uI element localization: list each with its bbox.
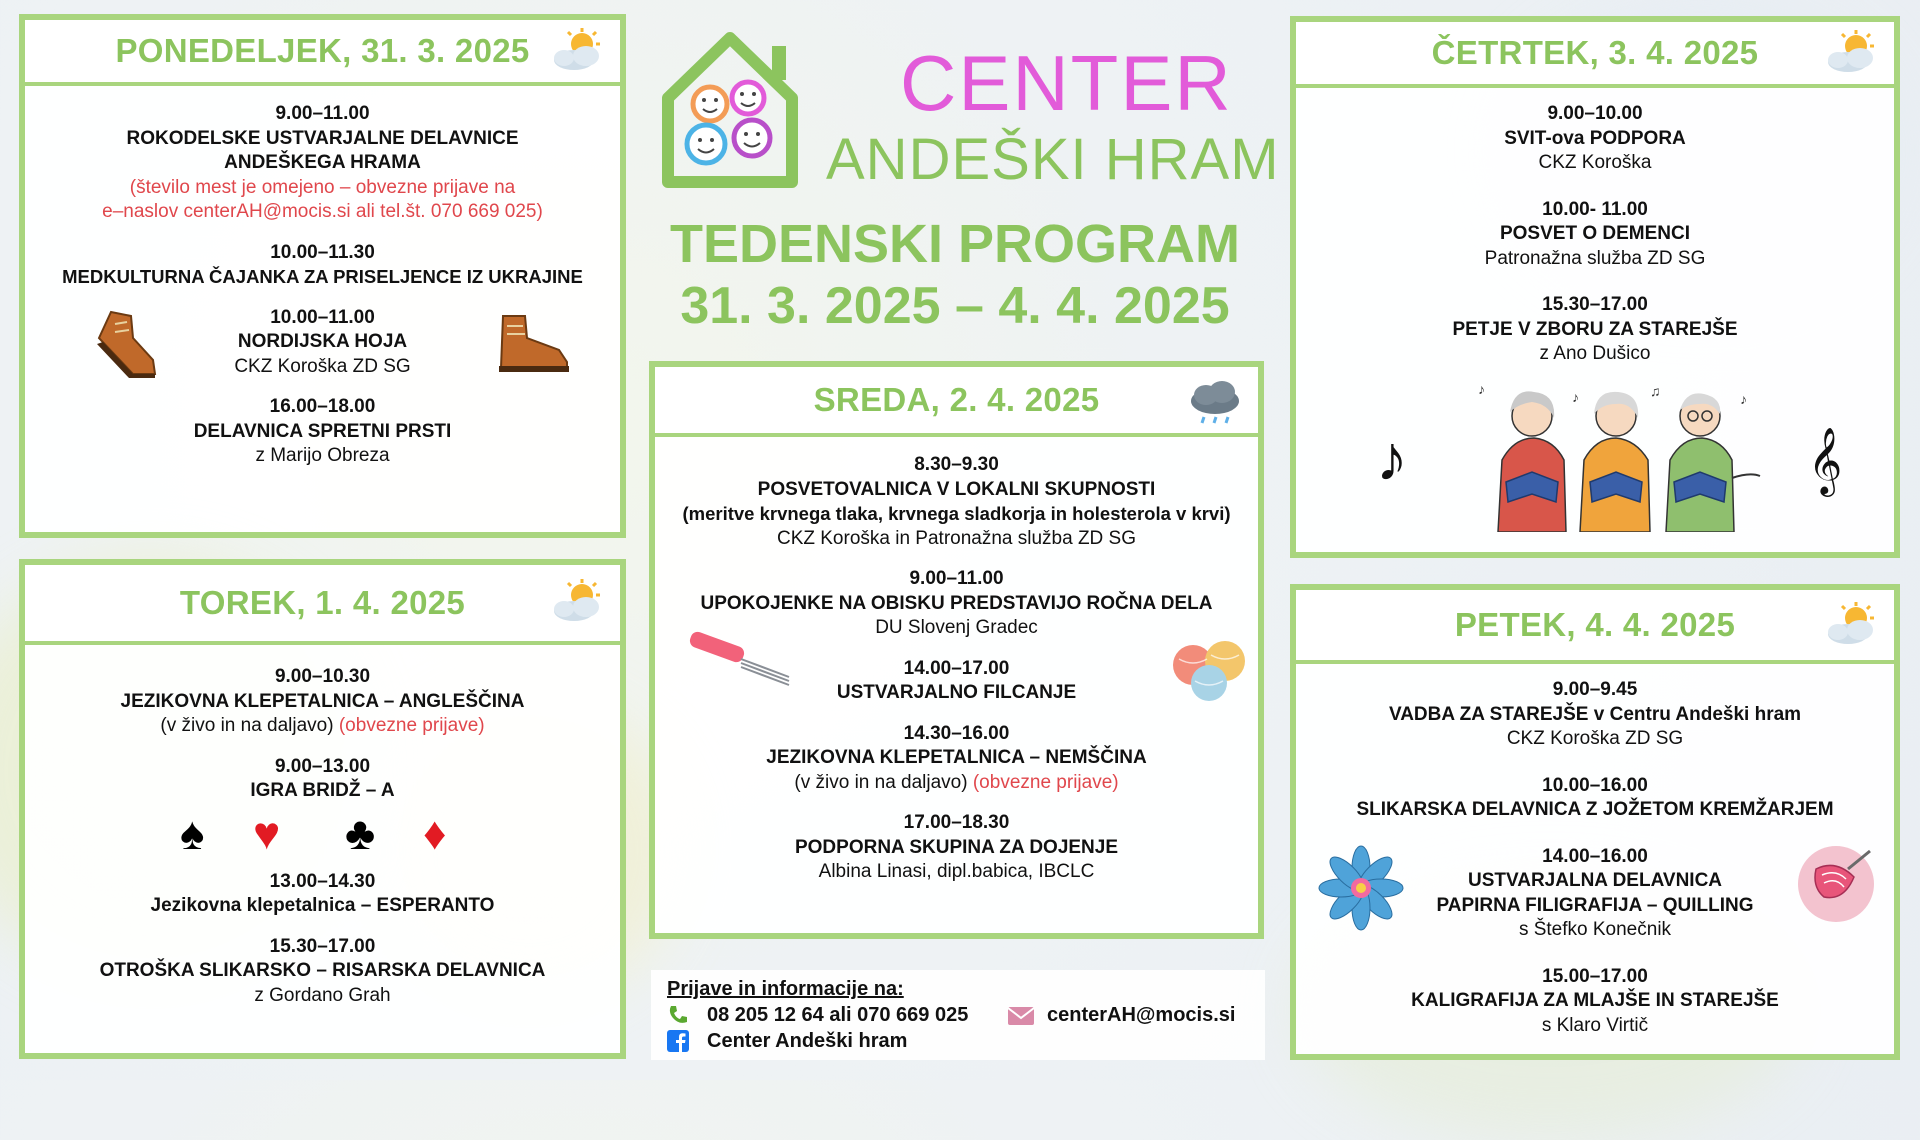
quilling-paper-icon — [1796, 839, 1876, 929]
program-title: TEDENSKI PROGRAM — [669, 214, 1241, 274]
card-suits-row — [25, 804, 620, 866]
wednesday-card — [649, 361, 1264, 939]
sun-cloud-icon — [1822, 602, 1880, 648]
event-time: 9.00–11.00 — [275, 103, 370, 124]
event-time: 13.00–14.30 — [269, 870, 376, 892]
thursday-event-3 — [1296, 293, 1894, 367]
event-subtitle: z Gordano Grah — [254, 984, 391, 1006]
thursday-card — [1290, 16, 1900, 558]
event-title: JEZIKOVNA KLEPETALNICA – NEMŠČINA — [766, 747, 1147, 768]
event-subtitle: (v živo in na daljavo) — [794, 771, 973, 793]
event-note: e–naslov centerAH@mocis.si ali tel.št. 070 669 025) — [102, 201, 543, 222]
friday-day-title: PETEK, 4. 4. 2025 — [1454, 606, 1736, 643]
spade-icon: ♠ — [180, 806, 205, 859]
svg-text:♪: ♪ — [1478, 382, 1485, 397]
brand-title: CENTER — [900, 39, 1233, 127]
event-title: ROKODELSKE USTVARJALNE DELAVNICE — [126, 127, 519, 149]
event-title: PETJE V ZBORU ZA STAREJŠE — [1452, 318, 1738, 340]
facebook-icon — [667, 1030, 689, 1052]
thursday-event-1 — [1296, 102, 1894, 176]
event-time: 9.00–11.00 — [909, 568, 1004, 589]
monday-day-title: PONEDELJEK, 31. 3. 2025 — [115, 32, 530, 69]
brand-subtitle: ANDEŠKI HRAM — [826, 127, 1280, 192]
event-time: 8.30–9.30 — [914, 454, 999, 475]
phone-icon — [667, 1004, 689, 1026]
thursday-event-2 — [1296, 198, 1894, 272]
event-title: USTVARJALNO FILCANJE — [836, 682, 1077, 703]
diamond-icon: ♦ — [423, 806, 447, 859]
hiking-boot-icon — [93, 308, 163, 380]
event-title: SLIKARSKA DELAVNICA Z JOŽETOM KREMŽARJEM — [1356, 799, 1834, 820]
wednesday-header — [655, 367, 1258, 437]
event-title: Jezikovna klepetalnica – ESPERANTO — [150, 895, 495, 916]
thursday-events — [1296, 102, 1894, 367]
tuesday-event-3 — [25, 870, 620, 919]
event-time: 15.30–17.00 — [269, 935, 376, 957]
event-subtitle: Patronažna služba ZD SG — [1484, 247, 1706, 269]
registration-note: (obvezne prijave) — [338, 715, 485, 736]
event-time: 9.00–9.45 — [1552, 679, 1638, 700]
event-subtitle: CKZ Koroška — [1538, 152, 1652, 173]
event-time: 10.00–11.30 — [270, 241, 375, 263]
tuesday-card — [19, 559, 626, 1059]
monday-event-4 — [25, 395, 620, 469]
friday-event-4 — [1296, 965, 1894, 1039]
email-icon — [1007, 1006, 1035, 1026]
event-time: 10.00–16.00 — [1542, 774, 1648, 796]
event-title: USTVARJALNA DELAVNICA — [1467, 870, 1723, 891]
tuesday-event-1 — [25, 665, 620, 739]
club-icon: ♣ — [345, 806, 376, 859]
svg-text:♫: ♫ — [1650, 383, 1661, 399]
wednesday-event-1 — [655, 453, 1258, 551]
sun-cloud-icon — [548, 579, 606, 625]
wednesday-event-3 — [655, 657, 1258, 706]
svg-text:♪: ♪ — [1740, 391, 1747, 407]
registration-note: (obvezne prijave) — [972, 771, 1119, 793]
event-time: 9.00–10.00 — [1547, 103, 1643, 124]
wednesday-event-5 — [655, 811, 1258, 885]
wednesday-events — [655, 453, 1258, 885]
event-subtitle: CKZ Koroška ZD SG — [1506, 728, 1684, 749]
event-subtitle: CKZ Koroška ZD SG — [234, 355, 411, 377]
event-subtitle: (v živo in na daljavo) — [160, 715, 339, 736]
tuesday-day-title: TOREK, 1. 4. 2025 — [179, 584, 466, 621]
sun-cloud-icon — [1822, 30, 1880, 76]
event-title: (meritve krvnega tlaka, krvnega sladkorja in holesterola v krvi) — [682, 503, 1231, 524]
event-time: 14.00–16.00 — [1542, 845, 1648, 867]
event-subtitle: z Marijo Obreza — [255, 445, 390, 466]
sun-cloud-icon — [548, 28, 606, 74]
monday-event-2 — [25, 241, 620, 290]
event-title: SVIT-ova PODPORA — [1504, 127, 1686, 149]
event-title: MEDKULTURNA ČAJANKA ZA PRISELJENCE IZ UKRAJINE — [62, 266, 583, 287]
contact-email[interactable]: centerAH@mocis.si — [1047, 1004, 1236, 1026]
event-time: 15.00–17.00 — [1542, 965, 1648, 987]
friday-event-2 — [1296, 774, 1894, 823]
friday-event-1 — [1296, 678, 1894, 752]
event-time: 14.30–16.00 — [903, 722, 1010, 744]
rain-cloud-icon — [1186, 379, 1244, 425]
hiking-boot-icon — [493, 312, 573, 376]
event-subtitle: CKZ Koroška in Patronažna služba ZD SG — [776, 527, 1137, 549]
monday-event-3 — [25, 306, 620, 380]
wednesday-event-4 — [655, 722, 1258, 796]
monday-card — [19, 14, 626, 538]
event-time: 10.00- 11.00 — [1542, 198, 1648, 220]
event-time: 14.00–17.00 — [903, 657, 1010, 679]
friday-card — [1290, 584, 1900, 1060]
friday-events — [1296, 678, 1894, 1038]
event-time: 15.30–17.00 — [1542, 294, 1648, 315]
heart-icon: ♥ — [253, 806, 281, 859]
monday-header — [25, 20, 620, 86]
event-title: POSVETOVALNICA V LOKALNI SKUPNOSTI — [757, 478, 1156, 500]
event-time: 9.00–13.00 — [274, 755, 371, 777]
friday-event-3 — [1296, 845, 1894, 943]
event-time: 10.00–11.00 — [270, 306, 375, 328]
event-subtitle: s Štefko Konečnik — [1518, 919, 1672, 940]
program-dates: 31. 3. 2025 – 4. 4. 2025 — [680, 277, 1230, 335]
event-title: IGRA BRIDŽ – A — [250, 780, 395, 801]
event-title: KALIGRAFIJA ZA MLAJŠE IN STAREJŠE — [1411, 990, 1779, 1011]
event-time: 16.00–18.00 — [269, 396, 376, 417]
tuesday-event-2 — [25, 755, 620, 804]
thursday-day-title: ČETRTEK, 3. 4. 2025 — [1431, 34, 1759, 71]
event-title: ANDEŠKEGA HRAMA — [224, 152, 421, 173]
event-title: PODPORNA SKUPINA ZA DOJENJE — [794, 836, 1119, 858]
music-note-icon: ♪ — [1376, 422, 1408, 494]
tuesday-event-4 — [25, 935, 620, 1009]
event-subtitle: Albina Linasi, dipl.babica, IBCLC — [818, 861, 1095, 882]
event-title: POSVET O DEMENCI — [1499, 223, 1691, 244]
choir-singers-icon — [1474, 382, 1764, 532]
event-time: 9.00–10.30 — [274, 666, 371, 687]
event-note: (število mest je omejeno – obvezne prijave na — [129, 176, 516, 198]
wednesday-day-title: SREDA, 2. 4. 2025 — [813, 381, 1100, 418]
event-title: PAPIRNA FILIGRAFIJA – QUILLING — [1436, 894, 1754, 916]
thursday-header — [1296, 22, 1894, 88]
monday-event-1 — [25, 102, 620, 225]
event-title: OTROŠKA SLIKARSKO – RISARSKA DELAVNICA — [99, 960, 546, 981]
event-title: VADBA ZA STAREJŠE v Centru Andeški hram — [1388, 703, 1802, 725]
event-title: DELAVNICA SPRETNI PRSTI — [193, 420, 452, 442]
monday-events — [25, 102, 620, 469]
event-title: JEZIKOVNA KLEPETALNICA – ANGLEŠČINA — [120, 690, 525, 712]
tuesday-events — [25, 665, 620, 1008]
tuesday-header — [25, 565, 620, 645]
contact-heading: Prijave in informacije na: — [667, 978, 904, 1000]
svg-text:♪: ♪ — [1572, 389, 1579, 405]
center-logo-icon — [660, 32, 800, 192]
contact-facebook[interactable]: Center Andeški hram — [707, 1030, 908, 1052]
event-title: UPOKOJENKE NA OBISKU PREDSTAVIJO ROČNA DELA — [700, 592, 1213, 614]
event-time: 17.00–18.30 — [903, 812, 1010, 833]
event-title: NORDIJSKA HOJA — [237, 331, 408, 352]
contact-phone[interactable]: 08 205 12 64 ali 070 669 025 — [707, 1004, 969, 1026]
treble-clef-icon: 𝄞 — [1808, 426, 1843, 494]
event-subtitle: s Klaro Virtič — [1541, 1014, 1649, 1036]
contact-box — [651, 970, 1265, 1060]
quilling-flower-icon — [1316, 841, 1406, 935]
event-subtitle: z Ano Dušico — [1539, 343, 1651, 364]
event-subtitle: DU Slovenj Gradec — [875, 617, 1038, 638]
friday-header — [1296, 590, 1894, 664]
felting-needle-icon — [685, 629, 795, 689]
yarn-balls-icon — [1169, 637, 1253, 703]
